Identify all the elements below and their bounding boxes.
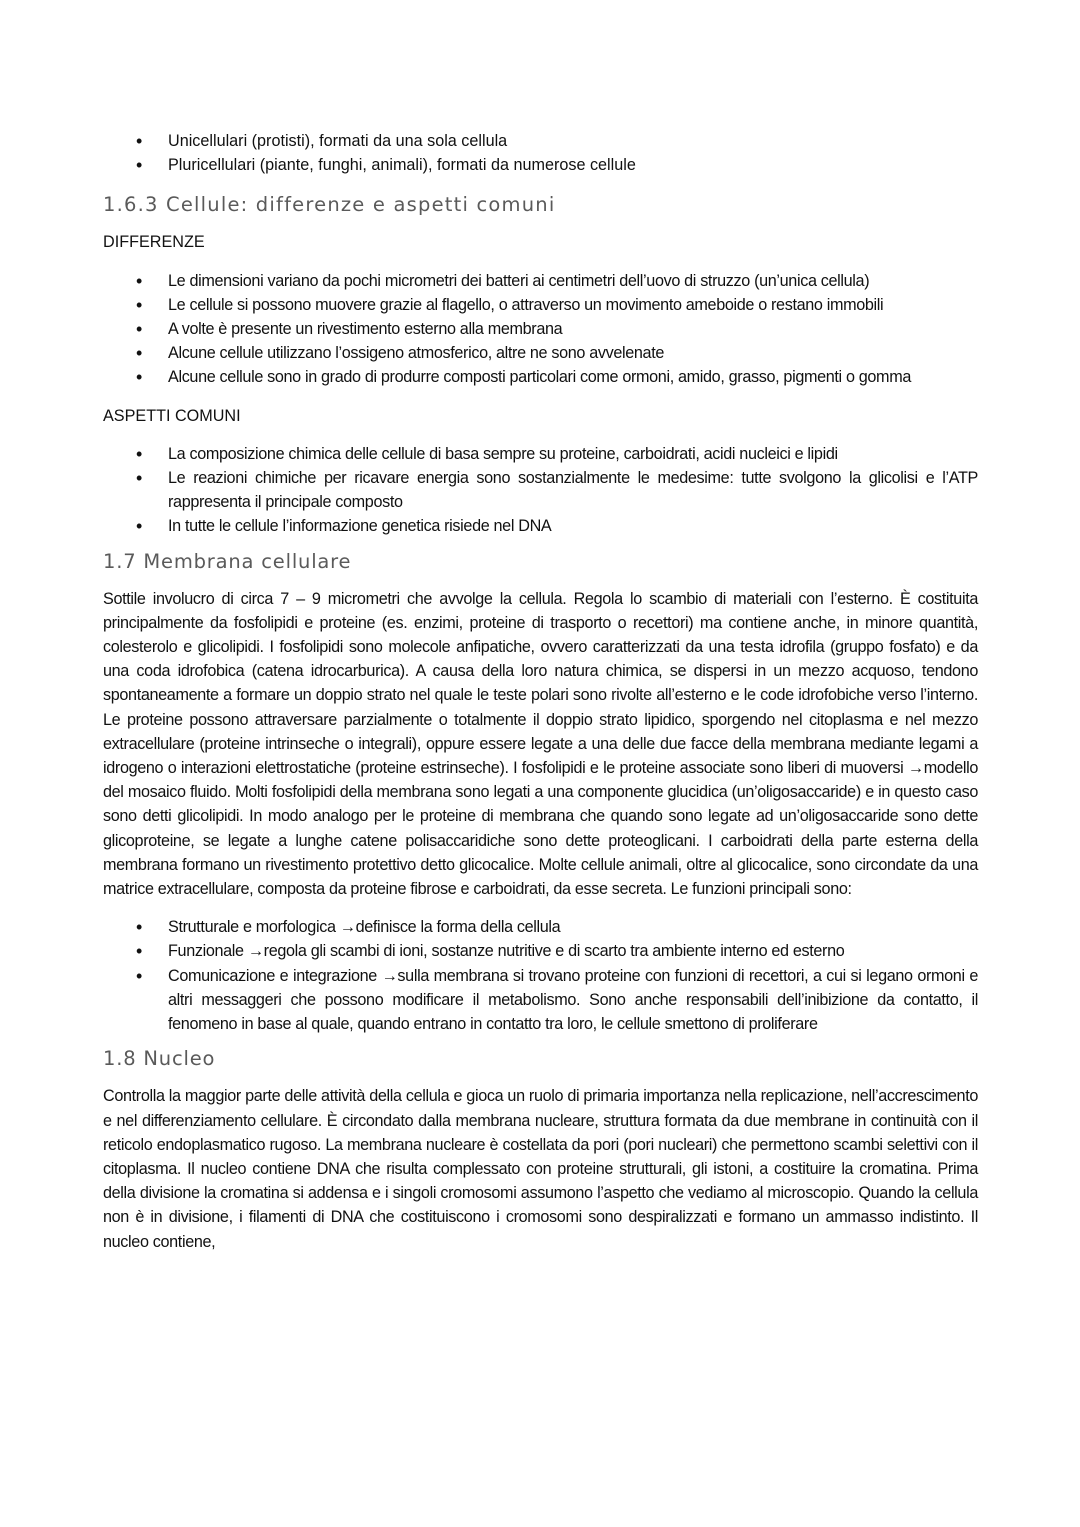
list-item: • A volte è presente un rivestimento esterno alla membrana <box>103 317 978 341</box>
aspetti-comuni-label: ASPETTI COMUNI <box>103 406 241 425</box>
list-item: • Alcune cellule utilizzano l’ossigeno atmosferico, altre ne sono avvelenate <box>103 341 978 365</box>
list-item: • Alcune cellule sono in grado di produrre composti particolari come ormoni, amido, grasso, pigmenti o gomma <box>103 365 978 389</box>
list-item: • La composizione chimica delle cellule di basa sempre su proteine, carboidrati, acidi nucleici e lipidi <box>103 442 978 466</box>
list-item: • Le cellule si possono muovere grazie al flagello, o attraverso un movimento ameboide o restano immobili <box>103 293 978 317</box>
list-item: • Unicellulari (protisti), formati da una sola cellula <box>103 129 978 153</box>
section-heading-1-7: 1.7 Membrana cellulare <box>103 549 352 573</box>
section-heading-1-6-3: 1.6.3 Cellule: differenze e aspetti comuni <box>103 193 556 217</box>
list-item: • Comunicazione e integrazione →sulla membrana si trovano proteine con funzioni di recettori, a cui si legano ormoni e altri messaggeri che possono modificare il metabolismo. Sono anche responsabili dell’inibizione da contatto, il fenomeno in base al quale, quando entrano in contatto tra loro, le cellule smettono di proliferare <box>103 964 978 1037</box>
list-item: • Funzionale →regola gli scambi di ioni, sostanze nutritive e di scarto tra ambiente interno ed esterno <box>103 939 978 963</box>
differenze-label: DIFFERENZE <box>103 233 205 252</box>
list-item: • In tutte le cellule l’informazione genetica risiede nel DNA <box>103 514 978 538</box>
differenze-list <box>103 269 978 390</box>
document-page <box>103 129 978 1268</box>
section-heading-1-8: 1.8 Nucleo <box>103 1047 216 1071</box>
list-item: • Le reazioni chimiche per ricavare energia sono sostanzialmente le medesime: tutte svolgono la glicolisi e l’ATP rappresenta il principale composto <box>103 466 978 514</box>
membrana-paragraph: Sottile involucro di circa 7 – 9 micrometri che avvolge la cellula. Regola lo scambio di materiali con l’esterno. È costituita principalmente da fosfolipidi e proteine (es. enzimi, proteine di trasporto o recettori) ma contiene anche, in minore quantità, colesterolo e glicolipidi. I fosfolipidi sono molecole anfipatiche, ovvero caratterizzati da una testa idrofila (gruppo fosfato) e da una coda idrofobica (catena idrocarburica). A causa della loro natura chimica, se dispersi in un mezzo acquoso, tendono spontaneamente a formare un doppio strato nel quale le teste polari sono rivolte all’esterno e le code idrofobiche verso l’interno. Le proteine possono attraversare parzialmente o totalmente il doppio strato lipidico, sporgendo nel citoplasma e nel mezzo extracellulare (proteine intrinseche o integrali), oppure essere legate a una delle due facce della membrana mediante legami a idrogeno o interazioni elettrostatiche (proteine estrinseche). I fosfolipidi e le proteine associate sono liberi di muoversi →modello del mosaico fluido. Molti fosfolipidi della membrana sono legati a una componente glucidica (un’oligosaccaride) e in questo caso sono detti glicolipidi. In modo analogo per le proteine di membrana che quando sono legate ad un’oligosaccaride sono dette glicoproteine, se legate a lunghe catene polisaccaridiche sono dette proteoglicani. I carboidrati della parte esterna della membrana formano un rivestimento protettivo detto glicocalice. Molte cellule animali, oltre al glicocalice, sono circondate da una matrice extracellulare, composta da proteine fibrose e carboidrati, da esse secreta. Le funzioni principali sono: <box>103 589 978 899</box>
intro-list <box>103 129 978 177</box>
list-item: • Strutturale e morfologica →definisce la forma della cellula <box>103 915 978 939</box>
list-item: • Le dimensioni variano da pochi micrometri dei batteri ai centimetri dell’uovo di struzzo (un’unica cellula) <box>103 269 978 293</box>
nucleo-paragraph: Controlla la maggior parte delle attività della cellula e gioca un ruolo di primaria importanza nella replicazione, nell’accrescimento e nel differenziamento cellulare. È circondato dalla membrana nucleare, struttura formata da due membrane in continuità con il reticolo endoplasmatico rugoso. La membrana nucleare è costellata da pori (pori nucleari) che permettono scambi selettivi con il citoplasma. Il nucleo contiene DNA che risulta complessato con proteine strutturali, gli istoni, a costituire la cromatina. Prima della divisione la cromatina si addensa e i singoli cromosomi assumono l’aspetto che vediamo al microscopio. Quando la cellula non è in divisione, i filamenti di DNA che costituiscono i cromosomi sono despiralizzati e formano un ammasso indistinto. Il nucleo contiene, <box>103 1087 978 1251</box>
list-item: • Pluricellulari (piante, funghi, animali), formati da numerose cellule <box>103 153 978 177</box>
funzioni-list <box>103 915 978 1036</box>
aspetti-comuni-list <box>103 442 978 539</box>
